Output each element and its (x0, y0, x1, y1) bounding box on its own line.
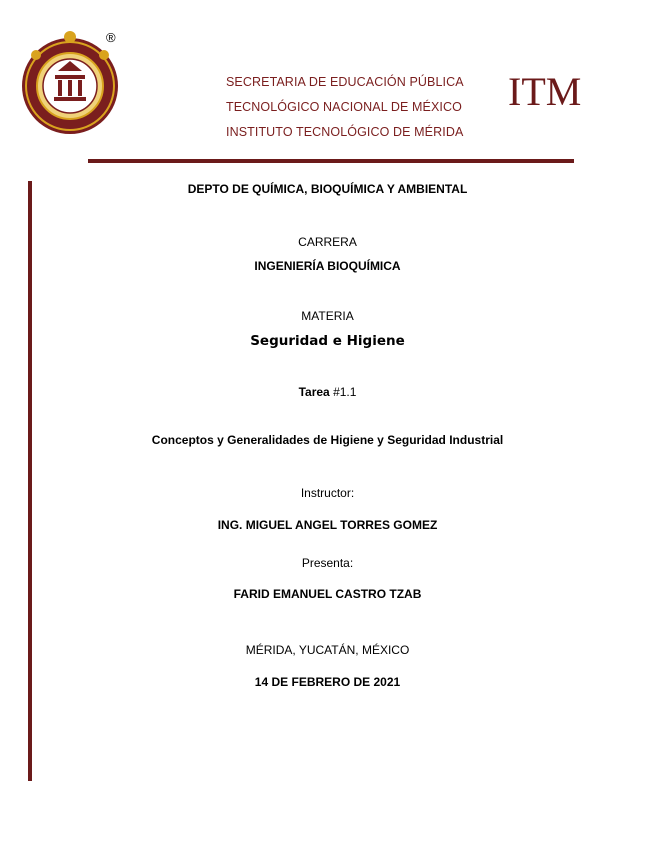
task-number: #1.1 (333, 385, 357, 399)
task-line (0, 385, 655, 399)
place: MÉRIDA, YUCATÁN, MÉXICO (245, 643, 410, 657)
department-title: DEPTO DE QUÍMICA, BIOQUÍMICA Y AMBIENTAL (187, 182, 468, 196)
instructor-label: Instructor: (300, 486, 355, 500)
topic-title: Conceptos y Generalidades de Higiene y Seguridad Industrial (151, 433, 504, 447)
institute-seal-logo (20, 31, 120, 137)
career-value: INGENIERÍA BIOQUÍMICA (254, 259, 401, 273)
registered-trademark-mark: ® (106, 30, 116, 45)
instructor-name: ING. MIGUEL ANGEL TORRES GOMEZ (217, 518, 438, 532)
date: 14 DE FEBRERO DE 2021 (254, 675, 401, 689)
header-line-sep: SECRETARIA DE EDUCACIÓN PÚBLICA (226, 75, 464, 89)
institution-header (226, 74, 486, 149)
career-label: CARRERA (298, 235, 357, 249)
header-line-itm: INSTITUTO TECNOLÓGICO DE MÉRIDA (226, 125, 464, 139)
presenter-name: FARID EMANUEL CASTRO TZAB (233, 587, 422, 601)
presenter-label: Presenta: (301, 556, 354, 570)
subject-value: Seguridad e Higiene (250, 333, 405, 349)
subject-label: MATERIA (301, 309, 354, 323)
header-line-tecnm: TECNOLÓGICO NACIONAL DE MÉXICO (226, 100, 462, 114)
itm-acronym: ITM (508, 69, 582, 114)
header-divider (88, 159, 574, 163)
task-label: Tarea (298, 385, 330, 399)
